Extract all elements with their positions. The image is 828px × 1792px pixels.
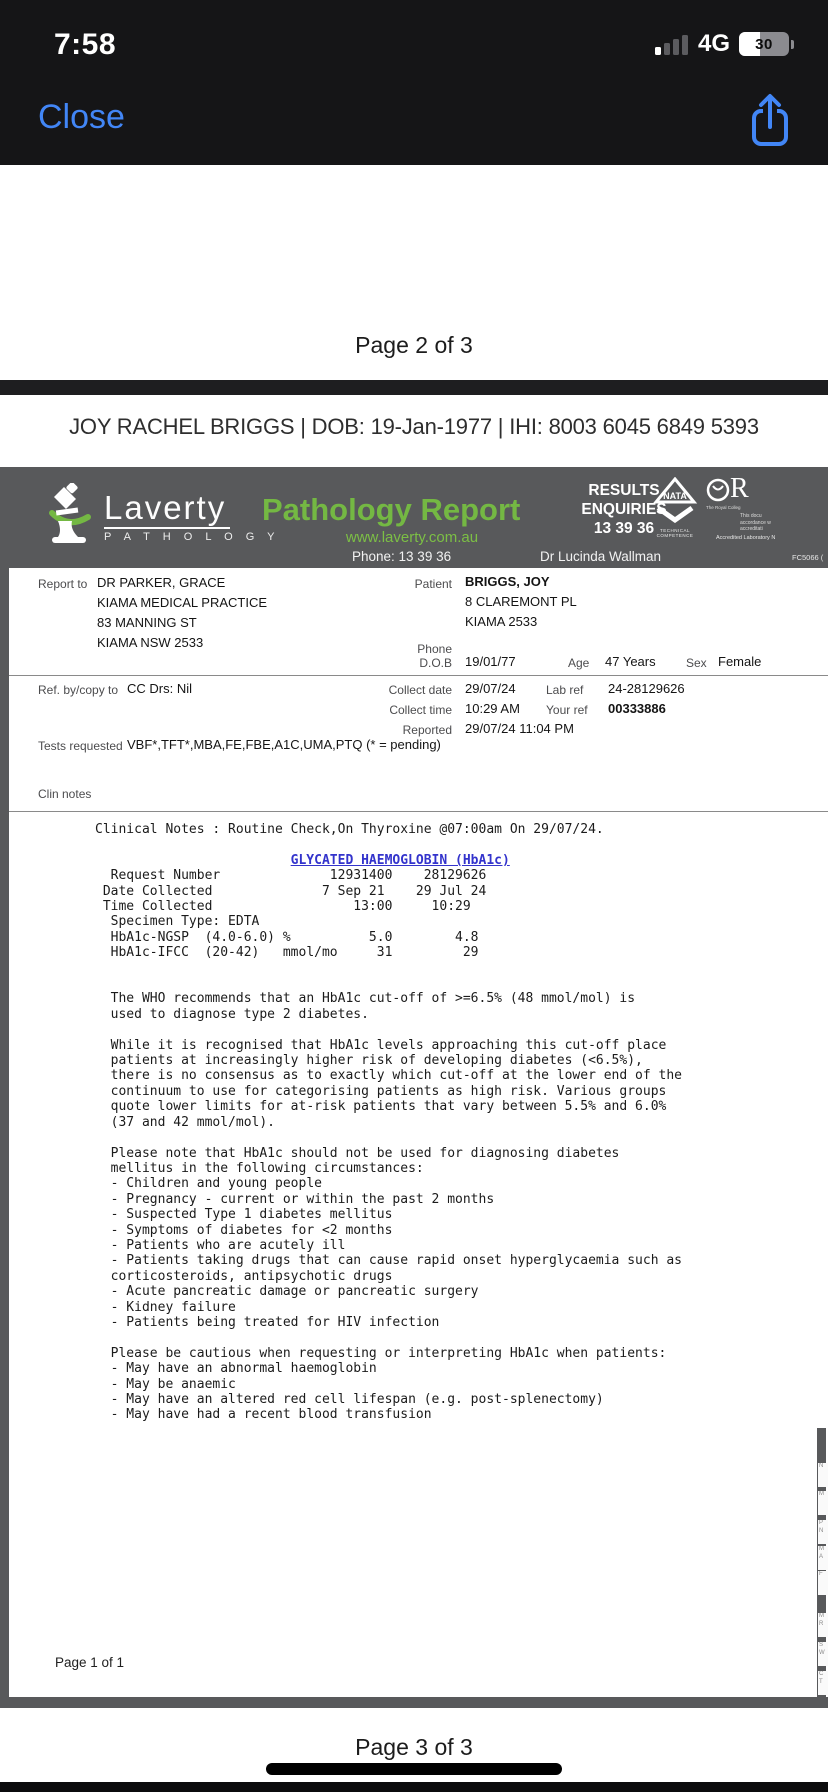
ref-by-label: Ref. by/copy to [38,683,119,697]
hba1c-heading-link[interactable]: GLYCATED HAEMOGLOBIN (HbA1c) [290,852,510,868]
nata-caption: TECHNICAL COMPETENCE [656,528,694,538]
page-left-border [0,467,9,1708]
laverty-brand [104,489,280,543]
accreditation-line: This docu [740,513,762,519]
patient-address-1: 8 CLAREMONT PL [465,594,577,609]
collect-time-label: Collect time [389,703,452,717]
accreditation-line: accreditati [740,526,763,532]
report-header [0,467,828,568]
page-bottom-border [0,1697,828,1708]
status-time: 7:58 [54,28,117,61]
battery-nib [791,40,794,49]
page-separator-bar [0,380,828,395]
battery-icon [739,32,789,56]
accredited-lab-note: Accredited Laboratory N [716,535,776,541]
accreditation-line: accordance w [740,519,771,526]
laverty-website: www.laverty.com.au [345,529,479,546]
lab-ref-value: 24-28129626 [608,681,685,696]
page-3-label: Page 3 of 3 [355,1734,473,1760]
report-to-line: DR PARKER, GRACE [97,575,226,590]
collect-time-value: 10:29 AM [465,701,520,716]
sex-value: Female [718,654,762,669]
section-divider [9,811,828,812]
edge-box: S W [818,1642,828,1666]
report-to-line: 83 MANNING ST [97,615,197,630]
report-page-footer: Page 1 of 1 [55,1655,125,1670]
share-icon[interactable] [748,92,792,150]
sex-label: Sex [686,656,707,670]
edge-box: F [818,1571,828,1595]
results-phone: 13 39 36 [593,520,655,537]
reported-label: Reported [402,723,452,737]
tests-requested-label: Tests requested [38,739,123,753]
age-label: Age [568,656,590,670]
clinical-notes-line: Clinical Notes : Routine Check,On Thyroxine @07:00am On 29/07/24. [95,822,604,837]
patient-label: Patient [414,577,452,591]
clipped-right-column [817,1428,826,1697]
edge-box: M R [818,1613,828,1637]
patient-phone-label: Phone [417,642,452,656]
results-line1: RESULTS [588,482,660,499]
report-page[interactable] [0,467,828,1708]
report-body [95,822,682,1423]
ref-by-value: CC Drs: Nil [127,681,192,696]
network-type: 4G [697,30,730,57]
close-button[interactable]: Close [38,98,125,136]
clin-notes-label: Clin notes [38,787,92,801]
lab-ref-label: Lab ref [546,683,584,697]
report-to-line: KIAMA NSW 2533 [97,635,204,650]
report-to-label: Report to [38,577,88,591]
report-to-line: KIAMA MEDICAL PRACTICE [97,595,267,610]
form-code: FC5066 ( [792,553,824,562]
nata-logo [650,477,700,538]
your-ref-label: Your ref [546,703,588,717]
reported-value: 29/07/24 11:04 PM [465,721,574,736]
college-initial: R [730,473,749,504]
accreditation-note [740,513,828,533]
top-chrome [0,0,828,165]
patient-address-2: KIAMA 2533 [465,614,538,629]
status-cluster [655,30,794,58]
dob-value: 19/01/77 [465,654,516,669]
home-indicator[interactable] [266,1763,562,1775]
college-logo [706,473,749,504]
tests-requested-value: VBF*,TFT*,MBA,FE,FBE,A1C,UMA,PTQ (* = pending) [127,737,441,752]
brand-subtitle: P A T H O L O G Y [104,531,280,543]
battery-percent: 30 [755,35,773,53]
college-caption: The Royal Colleg [706,505,741,510]
edge-box: M A [818,1546,828,1570]
results-line2: ENQUIRIES [581,501,667,518]
edge-box: P N [818,1520,828,1544]
collect-date-label: Collect date [388,683,452,697]
your-ref-value: 00333886 [608,701,666,716]
edge-box: M [818,1491,828,1515]
section-divider [9,675,828,676]
brand-name: Laverty [104,489,230,529]
hba1c-heading-row [95,853,682,868]
report-to-address [97,573,267,653]
age-value: 47 Years [605,654,656,669]
dob-label: D.O.B [419,656,452,670]
edge-box: C T [818,1671,828,1695]
result-text: Request Number 12931400 28129626 Date Collected 7 Sep 21 29 Jul 24 Time Collected 13:00 10:29 Specimen Type: EDTA HbA1c-NGSP (4.0-6.0) % 5.0 4.8 HbA1c-IFCC (20-42) mmol/mo 31 29 The WHO recommends that an HbA1c cut-off of >=6.5% (48 mmol/mol) is used to diagnose type 2 diabetes. While it is recognised that HbA1c levels approaching this cut-off place patients at increasingly higher risk of developing diabetes (<6.5%), there is no consensus as to exactly which cut-off at the lower end of the continuum to use for categorising patients as high risk. Various groups quote lower limits for at-risk patients that vary between 5.5% and 6.0% (37 and 42 mmol/mol). Please note that HbA1c should not be used for diagnosing diabetes mellitus in the following circumstances: - Children and young people - Pregnancy - current or within the past 2 months - Suspected Type 1 diabetes mellitus - Symptoms of diabetes for <2 months - Patients who are acutely ill - Patients taking drugs that can cause rapid onset hyperglycaemia such as corticosteroids, antipsychotic drugs - Acute pancreatic damage or pancreatic surgery - Kidney failure - Patients being treated for HIV infection Please be cautious when requesting or interpreting HbA1c when patients: - May have an abnormal haemoglobin - May be anaemic - May have an altered red cell lifespan (e.g. post-splenectomy) - May have had a recent blood transfusion [102,868,682,1423]
patient-banner: JOY RACHEL BRIGGS | DOB: 19-Jan-1977 | IHI: 8003 6045 6849 5393 [69,414,759,439]
edge-box: N [818,1463,828,1487]
bottom-edge-bar [0,1782,828,1792]
laverty-microscope-icon [44,483,102,549]
nata-mark-icon [652,477,698,523]
page-2-label: Page 2 of 3 [355,332,473,358]
pathologist-name: Dr Lucinda Wallman [540,549,662,564]
svg-text:NATA: NATA [663,491,687,501]
patient-name: BRIGGS, JOY [465,574,550,589]
college-crest-icon [706,477,730,503]
laverty-phone: Phone: 13 39 36 [352,549,452,564]
collect-date-value: 29/07/24 [465,681,516,696]
report-title: Pathology Report [262,492,521,527]
signal-strength-icon [655,33,689,55]
